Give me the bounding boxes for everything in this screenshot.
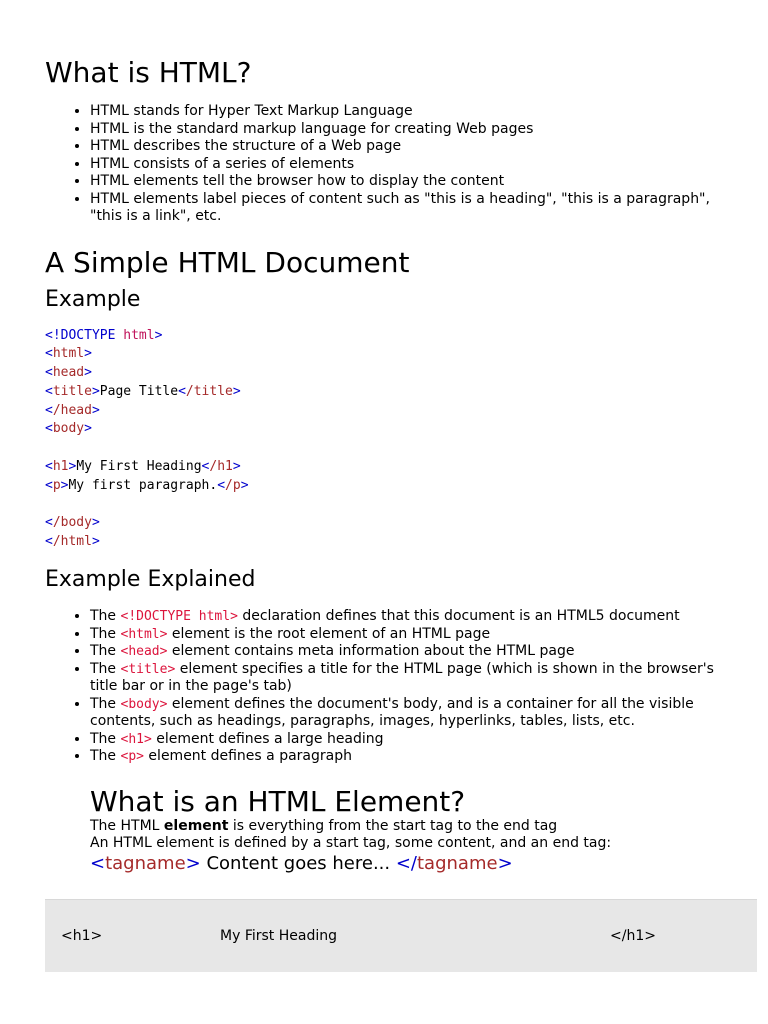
inline-code: <p> xyxy=(120,749,144,765)
page-title: What is HTML? xyxy=(45,56,252,89)
element-definition-block xyxy=(90,786,745,875)
section-heading-example-explained: Example Explained xyxy=(45,567,256,593)
element-example-table xyxy=(45,899,757,972)
list-item: • The <h1> element defines a large heading xyxy=(90,731,745,749)
section-heading-html-element: What is an HTML Element? xyxy=(90,784,466,818)
list-item: • HTML describes the structure of a Web page xyxy=(90,138,745,156)
explained-list xyxy=(45,608,745,766)
list-item: • HTML is the standard markup language for creating Web pages xyxy=(90,121,745,139)
code-line-body-open: <body> xyxy=(45,421,92,437)
table-cell-start-tag: <h1> xyxy=(61,928,103,944)
code-line-body-close: </body> xyxy=(45,515,100,531)
code-line-doctype: <!DOCTYPE html> xyxy=(45,327,163,343)
code-line-head-open: <head> xyxy=(45,365,92,381)
list-item: • HTML stands for Hyper Text Markup Language xyxy=(90,103,745,121)
inline-code: <h1> xyxy=(120,731,152,747)
list-item: • The <html> element is the root element of an HTML page xyxy=(90,626,745,644)
element-definition-line: The HTML element is everything from the start tag to the end tag xyxy=(90,817,558,834)
list-item: • The <p> element defines a paragraph xyxy=(90,748,745,766)
code-line-html-open: <html> xyxy=(45,346,92,362)
inline-code: <html> xyxy=(120,626,168,642)
table-cell-end-tag: </h1> xyxy=(610,928,656,944)
list-item: • The <body> element defines the document's body, and is a container for all the visible contents, such as headings, paragraphs, images, hyperlinks, tables, lists, etc. xyxy=(90,696,745,731)
element-structure-line: An HTML element is defined by a start tag, some content, and an end tag: xyxy=(90,834,612,851)
list-item: • HTML elements tell the browser how to display the content xyxy=(90,173,745,191)
section-heading-simple-document: A Simple HTML Document xyxy=(45,245,410,279)
list-item: • The <title> element specifies a title for the HTML page (which is shown in the browser's title bar or in the page's tab) xyxy=(90,661,745,696)
inline-code: <head> xyxy=(120,644,168,660)
inline-code: <!DOCTYPE html> xyxy=(120,609,238,625)
example-heading: Example xyxy=(45,286,141,312)
document-content xyxy=(45,56,745,875)
list-item: • HTML consists of a series of elements xyxy=(90,156,745,174)
code-line-title: <title>Page Title</title> xyxy=(45,383,241,399)
list-item: • HTML elements label pieces of content such as "this is a heading", "this is a paragraph", "this is a link", etc. xyxy=(90,191,745,226)
tag-syntax-example: <tagname> Content goes here... </tagname> xyxy=(90,852,513,874)
code-example xyxy=(45,327,745,553)
table-cell-content: My First Heading xyxy=(220,928,337,944)
inline-code: <body> xyxy=(120,696,168,712)
list-item: • The <head> element contains meta information about the HTML page xyxy=(90,643,745,661)
intro-bullet-list xyxy=(45,103,745,226)
inline-code: <title> xyxy=(120,661,176,677)
code-line-head-close: </head> xyxy=(45,402,100,418)
code-line-p: <p>My first paragraph.</p> xyxy=(45,477,249,493)
code-line-h1: <h1>My First Heading</h1> xyxy=(45,459,241,475)
list-item: • The <!DOCTYPE html> declaration defines that this document is an HTML5 document xyxy=(90,608,745,626)
code-line-html-close: </html> xyxy=(45,534,100,550)
